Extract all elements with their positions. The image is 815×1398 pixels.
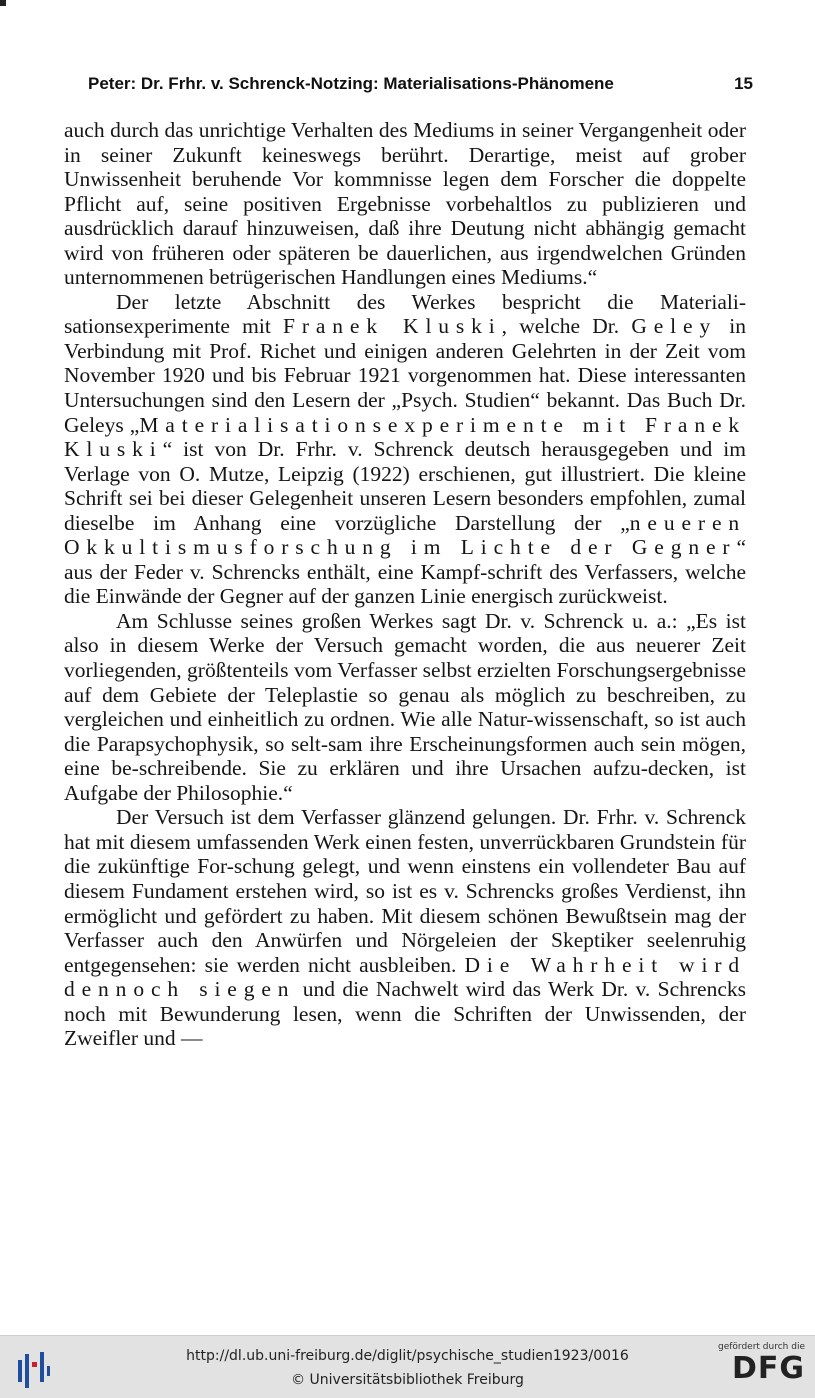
spaced-name-franek-kluski: Franek Kluski xyxy=(283,314,502,339)
line: ausdrücklich darauf hinzuweisen, daß ihre Deutung nicht xyxy=(64,216,586,241)
library-footer xyxy=(0,1335,815,1398)
paragraph-2 xyxy=(64,290,746,609)
dfg-funding-logo xyxy=(715,1342,805,1394)
line: auch durch das unrichtige Verhalten des Mediums in seiner xyxy=(64,118,579,142)
page-number: 15 xyxy=(734,74,753,93)
text-run: und die Nachwelt wird das Werk Dr. v. Schrencks noch mit Bewunderung lesen, wenn die Schriften der Unwissenden, der Zweifler und — xyxy=(64,977,746,1051)
text-run: “ ist von Dr. Frhr. v. Schrenck deutsch herausgegeben und im Verlage von O. Mutze, Leipzig (1922) erschienen, gut illustriert. Die kleine Schrift sei bei dieser Gelegenheit unseren Lesern besonders empfohlen, zumal dieselbe im Anhang eine vorzügliche Darstellung der „ xyxy=(64,437,746,535)
line: kommnisse legen dem Forscher die doppelte Pflicht auf, xyxy=(64,167,747,216)
paragraph-3: Am Schlusse seines großen Werkes sagt Dr. v. Schrenck u. a.: „Es ist also in diesem Werke der Versuch gemacht worden, die aus neuerer Zeit vorliegenden, größtenteils vom Verfasser selbst erzielten Forschungsergebnisse auf dem Gebiete der Teleplastie so genau als möglich zu beschreiben, zu vergleichen und einheitlich zu ordnen. Wie alle Natur-wissenschaft, so ist auch die Parapsychophysik, so selt-sam ihre Erscheinungsformen auch sein mögen, eine be-schreibende. Sie zu erklären und ihre Ursachen aufzu-decken, ist Aufgabe der Philosophie.“ xyxy=(64,608,746,805)
dfg-note: gefördert durch die xyxy=(718,1342,805,1352)
text-run: in Verbindung mit Prof. Richet und einigen anderen Gelehrten in der Zeit vom November 1920 und bis Februar 1921 vorgenommen hat. Diese interessanten Untersuchungen sind den Lesern der „Psych. Studien“ bekannt. Das Buch Dr. Geleys „ xyxy=(64,314,746,437)
line: Vergangenheit oder in seiner Zukunft keineswegs berührt. xyxy=(64,118,746,167)
line: Derartige, meist auf grober Unwissenheit beruhende Vor xyxy=(64,142,746,192)
line: betrügerischen Handlungen eines Mediums.“ xyxy=(209,265,598,290)
text-run: Der letzte Abschnitt des Werkes bespricht die Materiali-sationsexperimente mit xyxy=(64,289,746,339)
text-run: “ aus der Feder v. Schrencks enthält, eine Kampf-schrift des Verfassers, welche die Einwände der Gegner auf der ganzen Linie energisch zurückweist. xyxy=(64,535,746,609)
dfg-logo-icon: DFG xyxy=(731,1351,805,1386)
spaced-essay-title: neueren Okkultismusforschung im Lichte der Gegner xyxy=(64,510,746,560)
running-title: Peter: Dr. Frhr. v. Schrenck-Notzing: Materialisations-Phänomene xyxy=(88,74,614,93)
permalink-url[interactable]: http://dl.ub.uni-freiburg.de/diglit/psychische_studien1923/0016 xyxy=(186,1348,629,1364)
body-text xyxy=(64,118,746,1051)
spaced-motto: Die Wahrheit wird dennoch siegen xyxy=(64,952,746,1002)
paragraph-1 xyxy=(64,118,746,290)
scan-edge-mark xyxy=(0,0,6,6)
paragraph-4 xyxy=(64,805,746,1050)
text-run: , welche Dr. xyxy=(501,314,632,339)
line: seine positiven Ergebnisse vorbehaltlos zu publizieren und xyxy=(184,191,746,216)
spaced-name-geley: Geley xyxy=(631,314,718,339)
line: dauerlichen, aus irgendwelchen Gründen unternommenen xyxy=(64,240,746,290)
line: abhängig gemacht wird von früheren oder späteren be xyxy=(64,216,746,265)
copyright-notice: © Universitätsbibliothek Freiburg xyxy=(291,1372,524,1388)
spaced-book-title: Materialisationsexperimente mit Franek Kluski xyxy=(64,412,747,462)
text-run: Der Versuch ist dem Verfasser glänzend gelungen. Dr. Frhr. v. Schrenck hat mit diesem umfassenden Werk einen festen, unverrückbaren Grundstein für die zukünftige For-schung gelegt, und wenn einstens ein vollendeter Bau auf diesem Fundament erstehen wird, so ist es v. Schrencks großes Verdienst, ihn ermöglicht und gefördert zu haben. Mit diesem schönen Bewußtsein mag der Verfasser auch den Anwürfen und Nörgeleien der Skeptiker seelenruhig entgegensehen: sie werden nicht ausbleiben. xyxy=(64,805,746,977)
running-header xyxy=(88,74,753,102)
